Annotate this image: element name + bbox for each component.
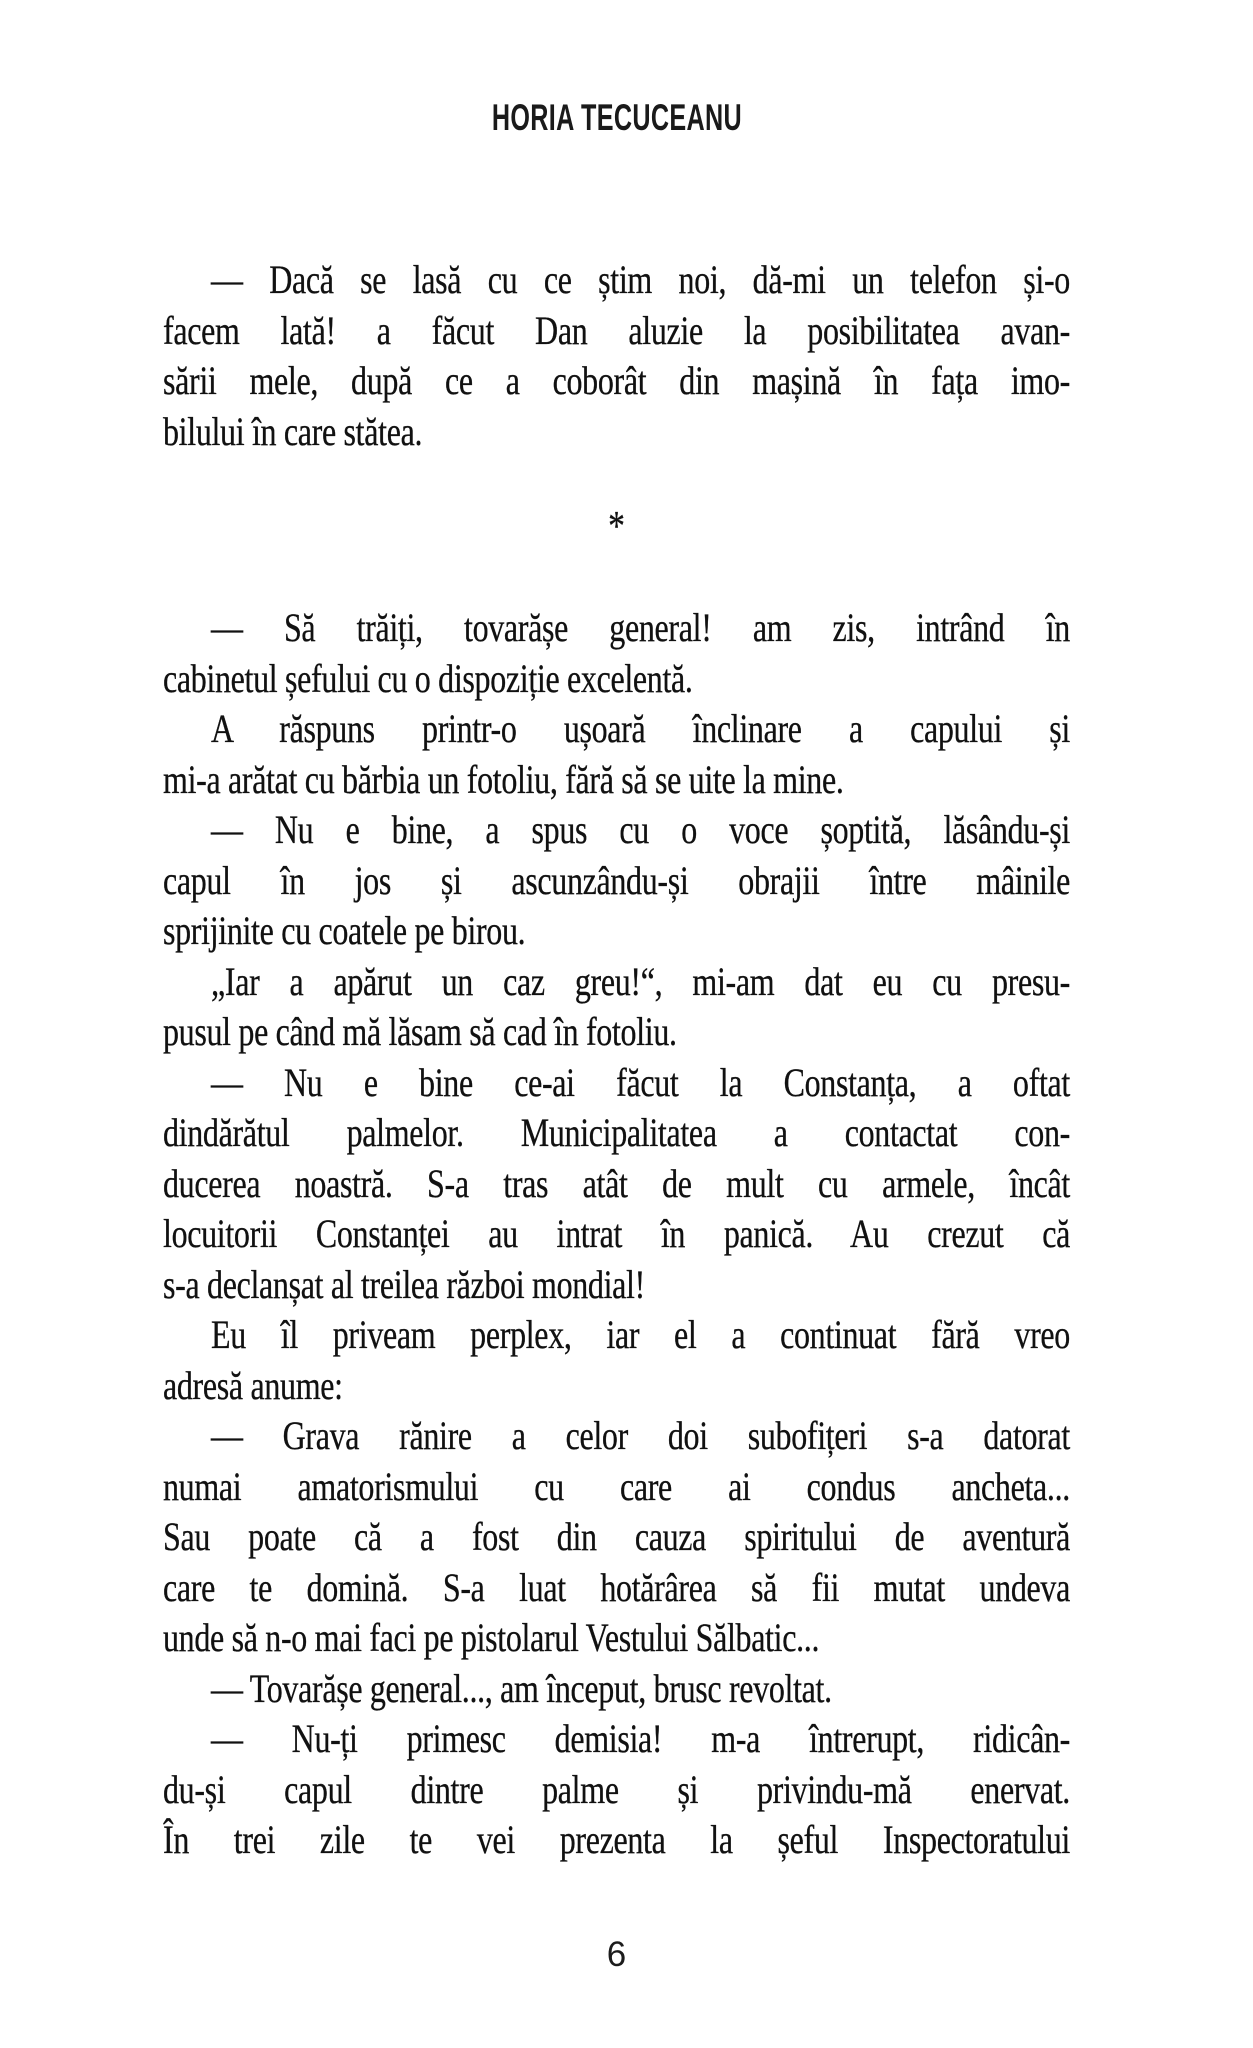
text-line: — Tovarășe general..., am început, brusc revoltat.	[210, 1665, 832, 1711]
paragraphs-after-separator	[163, 603, 1070, 1866]
text-line: În trei zile te vei prezenta la șeful Inspectoratului	[163, 1817, 1070, 1862]
page-number: 6	[606, 1935, 627, 1974]
text-line: „Iar a apărut un caz greu!“, mi-am dat eu cu presu-	[210, 958, 1070, 1004]
text-line: sprijinite cu coatele pe birou.	[163, 908, 526, 953]
paragraph	[163, 805, 1070, 957]
text-line: locuitorii Constanței au intrat în panică. Au crezut că	[163, 1211, 1070, 1256]
text-line: — Să trăiți, tovarășe general! am zis, intrând în	[210, 605, 1070, 650]
page-body	[163, 255, 1070, 1866]
text-line: du-și capul dintre palme și privindu-mă enervat.	[163, 1766, 1070, 1812]
text-line: capul în jos și ascunzându-și obrajii între mâinile	[163, 857, 1070, 903]
text-line: — Nu e bine, a spus cu o voce șoptită, lăsându-și	[210, 807, 1070, 852]
text-line: cabinetul șefului cu o dispoziție excelentă.	[163, 655, 693, 701]
text-line: sării mele, după ce a coborât din mașină în fața imo-	[163, 358, 1070, 403]
text-line: mi-a arătat cu bărbia un fotoliu, fără să se uite la mine.	[163, 756, 844, 802]
paragraphs-before-separator	[163, 255, 1070, 457]
paragraph	[163, 1058, 1070, 1311]
paragraph	[163, 603, 1070, 704]
text-line: ducerea noastră. S-a tras atât de mult cu armele, încât	[163, 1160, 1070, 1206]
text-line: care te domină. S-a luat hotărârea să fii mutat undeva	[163, 1564, 1070, 1610]
paragraph	[163, 957, 1070, 1058]
text-line: Eu îl priveam perplex, iar el a continuat fără vreo	[210, 1312, 1070, 1357]
text-line: numai amatorismului cu care ai condus ancheta...	[163, 1463, 1070, 1509]
paragraph	[163, 704, 1070, 805]
text-line: unde să n-o mai faci pe pistolarul Vestului Sălbatic...	[163, 1615, 820, 1660]
text-line: — Grava rănire a celor doi subofițeri s-a datorat	[210, 1413, 1070, 1458]
paragraph	[163, 255, 1070, 457]
text-line: — Nu e bine ce-ai făcut la Constanța, a oftat	[210, 1059, 1070, 1105]
text-line: s-a declanșat al treilea război mondial!	[163, 1261, 645, 1307]
page-header	[163, 98, 1070, 146]
section-separator	[163, 502, 1070, 552]
text-line: dindărătul palmelor. Municipalitatea a contactat con-	[163, 1110, 1070, 1155]
asterisk-glyph: *	[608, 504, 625, 550]
text-line: — Dacă se lasă cu ce știm noi, dă-mi un telefon și-o	[210, 257, 1070, 302]
text-line: — Nu-ți primesc demisia! m-a întrerupt, ridicân-	[210, 1716, 1070, 1761]
text-line: adresă anume:	[163, 1362, 343, 1408]
paragraph	[163, 1714, 1070, 1866]
paragraph	[163, 1411, 1070, 1664]
text-line: pusul pe când mă lăsam să cad în fotoliu.	[163, 1009, 677, 1054]
text-line: bilului în care stătea.	[163, 408, 423, 454]
text-line: Sau poate că a fost din cauza spiritului de aventură	[163, 1514, 1070, 1559]
author-name: HORIA TECUCEANU	[491, 97, 742, 138]
paragraph	[163, 1310, 1070, 1411]
paragraph	[163, 1664, 1070, 1715]
text-line: A răspuns printr-o ușoară înclinare a capului și	[210, 706, 1070, 751]
text-line: facem lată! a făcut Dan aluzie la posibilitatea avan-	[163, 307, 1070, 353]
